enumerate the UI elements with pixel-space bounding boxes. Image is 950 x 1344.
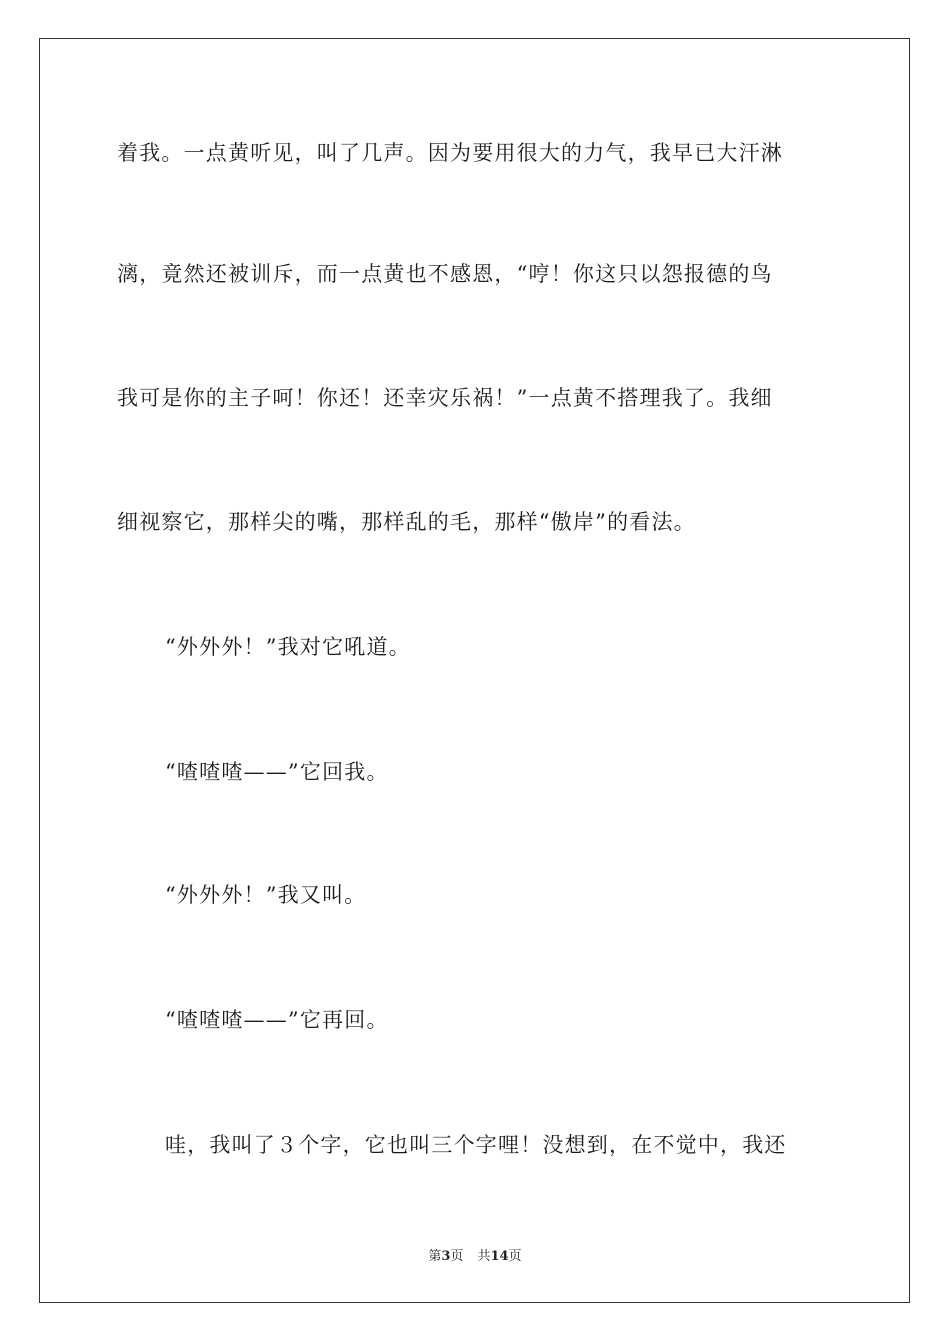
page-footer xyxy=(0,1248,950,1266)
footer-page-number: 3 xyxy=(441,1249,451,1264)
text-line-8: “喳喳喳——”它再回。 xyxy=(165,1008,389,1032)
footer-page-prefix: 第 xyxy=(428,1249,442,1264)
footer-page-suffix: 页 xyxy=(450,1249,464,1264)
text-line-3: 我可是你的主子呵！你还！还幸灾乐祸！”一点黄不搭理我了。我细 xyxy=(117,386,773,410)
text-line-1: 着我。一点黄听见，叫了几声。因为要用很大的力气，我早已大汗淋 xyxy=(117,141,783,165)
footer-total-suffix: 页 xyxy=(508,1249,522,1264)
text-line-6: “喳喳喳——”它回我。 xyxy=(165,760,389,784)
text-line-9: 哇，我叫了３个字，它也叫三个字哩！没想到，在不觉中，我还 xyxy=(165,1133,787,1157)
text-line-5: “外外外！”我对它吼道。 xyxy=(165,635,411,659)
footer-total-pages: 14 xyxy=(490,1249,509,1264)
page-border xyxy=(39,38,910,1303)
text-line-7: “外外外！”我又叫。 xyxy=(165,883,367,907)
footer-total-prefix: 共 xyxy=(477,1249,491,1264)
text-line-4: 细视察它，那样尖的嘴，那样乱的毛，那样“傲岸”的看法。 xyxy=(117,510,696,534)
text-line-2: 漓，竟然还被训斥，而一点黄也不感恩，“哼！你这只以怨报德的鸟 xyxy=(117,262,773,286)
